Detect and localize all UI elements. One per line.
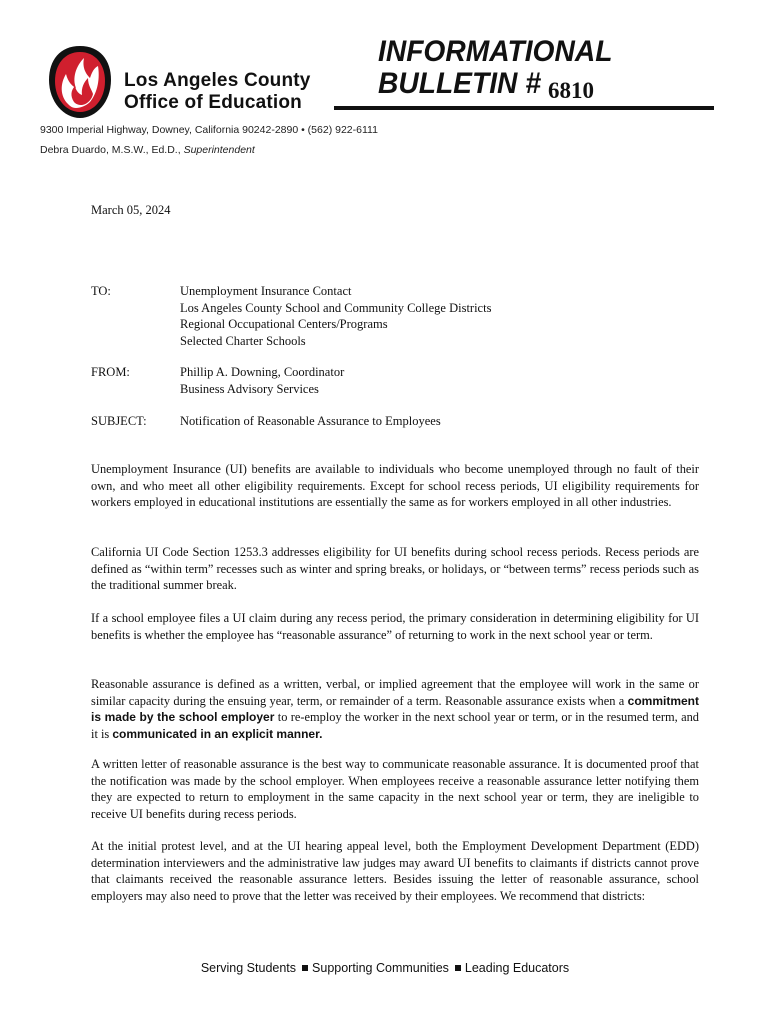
superintendent-title: Superintendent: [183, 144, 255, 156]
body-paragraph-3: [91, 610, 699, 643]
memo-from-lines: [180, 364, 344, 397]
paragraph-span: Reasonable assurance is defined as a written, verbal, or implied agreement that the employee will work in the same or similar capacity during the ensuing year, term, or remainder of a term. Reasonable assurance exists when a: [91, 677, 699, 708]
memo-subject-text: Notification of Reasonable Assurance to Employees: [180, 414, 441, 428]
paragraph-text: California UI Code Section 1253.3 addresses eligibility for UI benefits during school recess periods. Recess periods are defined as “within term” recesses such as winter and spring breaks, or holidays, or “between terms” recess periods such as the traditional summer break.: [91, 545, 699, 593]
body-paragraph-6: [91, 838, 699, 904]
body-paragraph-5: [91, 756, 699, 822]
header-rule: [334, 106, 714, 110]
memo-to-line: Regional Occupational Centers/Programs: [180, 317, 388, 331]
memo-from-line: Business Advisory Services: [180, 381, 319, 396]
footer-tagline: [0, 961, 770, 975]
memo-subject-label: SUBJECT:: [91, 414, 147, 428]
bulletin-title-line2: BULLETIN #: [378, 67, 541, 100]
org-name-line1: Los Angeles County: [124, 70, 311, 91]
bulletin-title-line1: INFORMATIONAL: [378, 35, 613, 68]
body-paragraph-2: [91, 544, 699, 594]
paragraph-text: At the initial protest level, and at the UI hearing appeal level, both the Employment Development Department (EDD) determination interviewers and the administrative law judges may award UI benefits to claimants if districts cannot prove that claimants received the reasonable assurance letters. Besides issuing the letter of reasonable assurance, school employers may also need to prove that the letter was received by their employees. We recommend that districts:: [91, 839, 699, 903]
footer-item: Serving Students: [200, 961, 297, 975]
paragraph-bold: communicated in an explicit manner.: [112, 726, 323, 741]
document-date: March 05, 2024: [91, 203, 171, 217]
memo-to-line: Los Angeles County School and Community College Districts: [180, 300, 492, 315]
bullet-square-icon: [455, 965, 461, 971]
footer-item: Supporting Communities: [312, 961, 449, 975]
memo-from-label: FROM:: [91, 365, 130, 379]
bulletin-number: 6810: [548, 78, 594, 103]
memo-to-line: Unemployment Insurance Contact: [180, 284, 352, 298]
footer-item: Leading Educators: [464, 961, 570, 975]
paragraph-text: If a school employee files a UI claim during any recess period, the primary consideration in determining eligibility for UI benefits is whether the employee has “reasonable assurance” of returning to work in the next school year or term.: [91, 611, 699, 642]
org-name: [124, 70, 311, 114]
paragraph-text: [91, 676, 699, 742]
memo-to-lines: [180, 283, 491, 349]
bullet-square-icon: [302, 965, 308, 971]
paragraph-text: Unemployment Insurance (UI) benefits are available to individuals who become unemployed through no fault of their own, and who meet all other eligibility requirements. Except for school recess periods, UI eligibility requirements for workers employed in educational institutions are essentially the same as for workers employed in all other industries.: [91, 462, 699, 510]
superintendent-line: [40, 144, 255, 156]
lacoe-logo: [46, 44, 114, 120]
paragraph-span: to re-employ the worker in the next school year or term, or in the resumed term, and it is: [91, 710, 699, 741]
memo-from-line: Phillip A. Downing, Coordinator: [180, 365, 345, 379]
address-line: 9300 Imperial Highway, Downey, California 90242-2890 • (562) 922-6111: [40, 124, 378, 136]
body-paragraph-1: [91, 461, 699, 511]
paragraph-text: A written letter of reasonable assurance is the best way to communicate reasonable assurance. It is documented proof that the notification was made by the school employer. When employees receive a reasonable assurance letter notifying them they are expected to return to employment in the same capacity in the next school year or term, they are ineligible to receive UI benefits during recess periods.: [91, 757, 699, 821]
paragraph-bold: commitment is made by the school employer: [91, 693, 699, 725]
superintendent-name: Debra Duardo, M.S.W., Ed.D.,: [40, 144, 184, 156]
body-paragraph-4: [91, 676, 699, 742]
memo-to-line: Selected Charter Schools: [180, 333, 306, 348]
memo-to-label: TO:: [91, 284, 111, 298]
org-name-line2: Office of Education: [124, 92, 302, 113]
